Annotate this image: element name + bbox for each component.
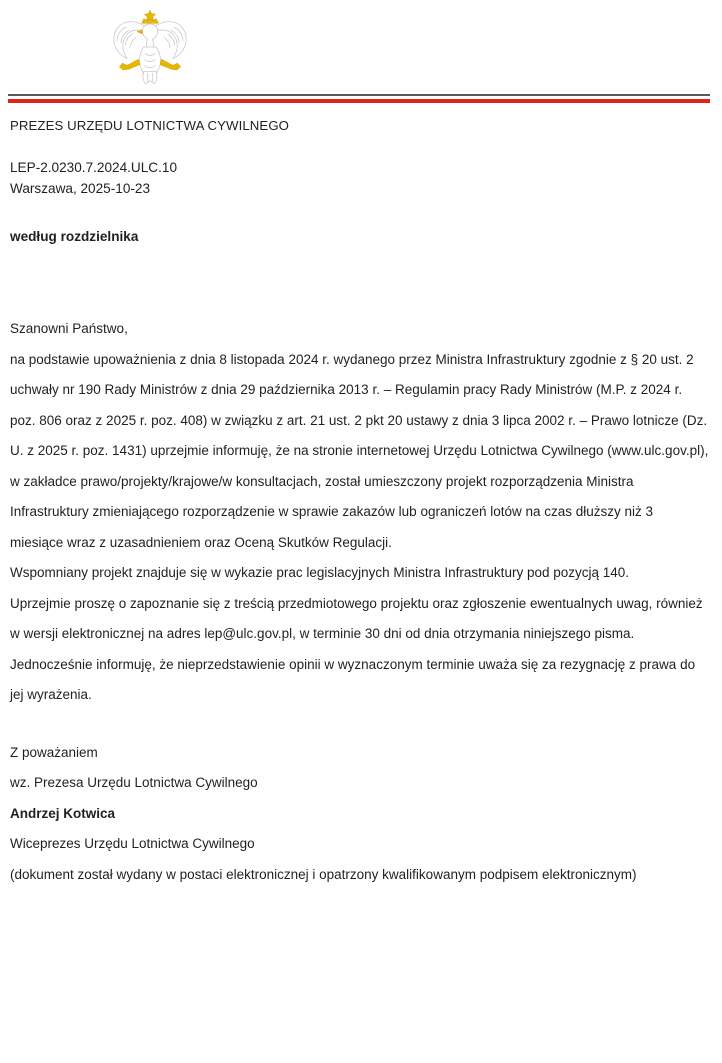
polish-eagle-coat-of-arms-icon <box>104 4 196 90</box>
salutation: Szanowni Państwo, <box>10 321 128 336</box>
rule-red-line <box>8 99 710 103</box>
signing-on-behalf-of: wz. Prezesa Urzędu Lotnictwa Cywilnego <box>10 775 258 790</box>
place-and-date: Warszawa, 2025-10-23 <box>10 181 151 196</box>
signature-block <box>0 738 722 891</box>
reference-number: LEP-2.0230.7.2024.ULC.10 <box>10 160 178 175</box>
body-paragraph-2: Wspomniany projekt znajduje się w wykazie prac legislacyjnych Ministra Infrastruktury pod pozycją 140. <box>10 565 630 580</box>
body-paragraph-4: Jednocześnie informuję, że nieprzedstawienie opinii w wyznaczonym terminie uważa się za rezygnację z prawa do jej wyrażenia. <box>10 656 696 702</box>
electronic-signature-note: (dokument został wydany w postaci elektronicznej i opatrzony kwalifikowanym podpisem elektronicznym) <box>10 866 637 882</box>
letterhead-rules <box>0 94 722 103</box>
valediction: Z poważaniem <box>10 744 98 760</box>
signer-position: Wiceprezes Urzędu Lotnictwa Cywilnego <box>10 836 255 851</box>
reference-block <box>0 157 722 199</box>
emblem-container <box>0 4 722 90</box>
signer-name: Andrzej Kotwica <box>10 805 116 821</box>
letter-body <box>0 314 722 711</box>
letterhead <box>0 0 722 133</box>
body-paragraph-3: Uprzejmie proszę o zapoznanie się z treścią przedmiotowego projektu oraz zgłoszenie ewentualnych uwag, również w wersji elektronicznej na adres lep@ulc.gov.pl, w terminie 30 dni od dnia otrzymania niniejszego pisma. <box>10 595 703 641</box>
organization-title: PREZES URZĘDU LOTNICTWA CYWILNEGO <box>10 118 290 133</box>
body-paragraph-1: na podstawie upoważnienia z dnia 8 listopada 2024 r. wydanego przez Ministra Infrastruktury zgodnie z § 20 ust. 2 uchwały nr 190 Rady Ministrów z dnia 29 października 2013 r. – Regulamin pracy Rady Ministrów (M.P. z 2024 r. poz. 806 oraz z 2025 r. poz. 408) w związku z art. 21 ust. 2 pkt 20 ustawy z dnia 3 lipca 2002 r. – Prawo lotnicze (Dz. U. z 2025 r. poz. 1431) uprzejmie informuję, że na stronie internetowej Urzędu Lotnictwa Cywilnego (www.ulc.gov.pl), w zakładce prawo/projekty/krajowe/w konsultacjach, został umieszczony projekt rozporządzenia Ministra Infrastruktury zmieniającego rozporządzenie w sprawie zakazów lub ograniczeń lotów na czas dłuższy niż 3 miesiące wraz z uzasadnieniem oraz Oceną Skutków Regulacji. <box>10 351 709 550</box>
addressee: według rozdzielnika <box>10 229 139 244</box>
